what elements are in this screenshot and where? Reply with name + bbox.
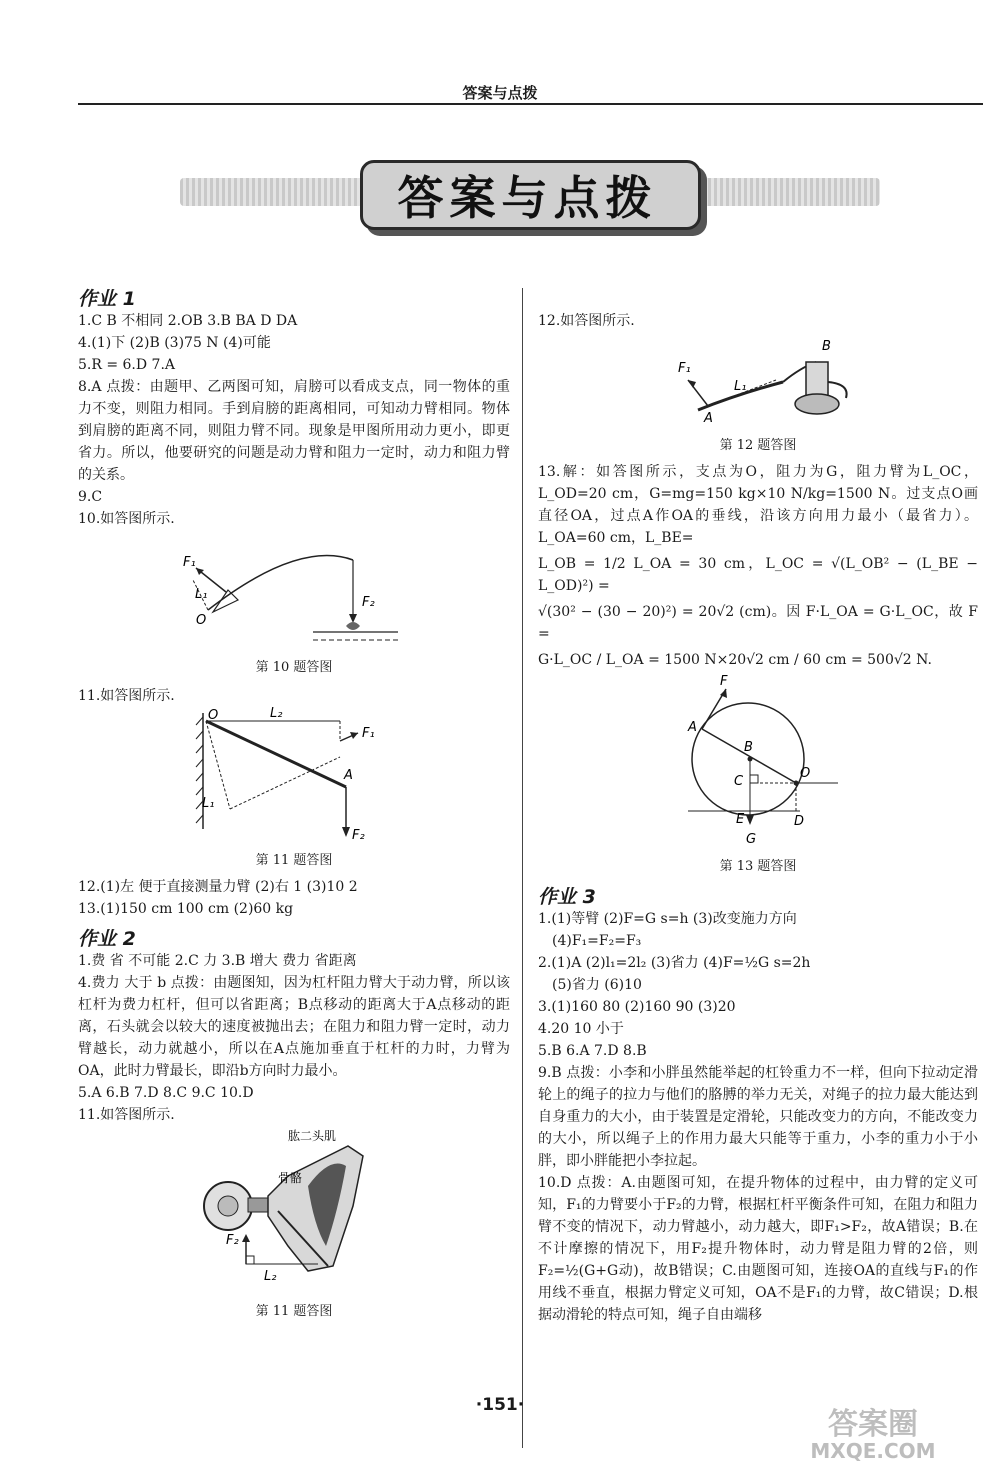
answer-line: 13.(1)150 cm 100 cm (2)60 kg xyxy=(78,901,294,917)
label-D: D xyxy=(794,814,805,829)
header-rule xyxy=(78,103,983,105)
section-title-2: 作业 2 xyxy=(78,928,136,950)
label-B: B xyxy=(822,339,831,354)
watermark-logo xyxy=(758,1402,988,1464)
answer-line: 2.(1)A (2)l₁=2l₂ (3)省力 (4)F=½G s=2h xyxy=(538,955,811,971)
section-title-3: 作业 3 xyxy=(538,886,596,908)
watermark-line1: 答案圈 xyxy=(828,1407,918,1442)
label-F2: F₂ xyxy=(352,828,365,843)
figure-11-caption: 第 11 题答图 xyxy=(255,853,333,868)
label-A: A xyxy=(704,411,713,426)
answer-line: 4.(1)下 (2)B (3)75 N (4)可能 xyxy=(78,335,271,351)
label-L1: L₁ xyxy=(202,796,215,811)
label-O: O xyxy=(800,766,811,781)
answer-paragraph: 8.A 点拨：由题甲、乙两图可知，肩膀可以看成支点，同一物体的重力不变，则阻力相同。手到肩膀的距离相同，可知动力臂相同。物体到肩膀的距离不同，则阻力臂不同。现象是甲图所用动力更小，即更省力。所以，他要研究的问题是动力臂和阻力一定时，动力和阻力臂的关系。 xyxy=(78,379,510,483)
equation-line: L_OB = 1/2 L_OA = 30 cm，L_OC = √(L_OB² − (L_BE − L_OD)²) = xyxy=(538,556,978,594)
answer-paragraph: 9.B 点拨：小李和小胖虽然能举起的杠铃重力不一样，但向下拉动定滑轮上的绳子的拉力与他们的胳膊的举力无关，对绳子的拉力最大能达到自身重力的大小，由于装置是定滑轮，只能改变力的方向，不能改变力的大小，所以绳子上的作用力最大只能等于重力，小李的重力小于小胖，即小胖能把小李拉起。 xyxy=(538,1065,978,1169)
equation-line: √(30² − (30 − 20)²) = 20√2 (cm)。因 F·L_OA = G·L_OC，故 F = xyxy=(538,604,978,642)
label-O: O xyxy=(196,613,207,628)
label-L2: L₂ xyxy=(264,1269,277,1284)
running-header: 答案与点拨 xyxy=(462,84,538,102)
label-L2: L₂ xyxy=(270,707,283,721)
answer-line: 5.B 6.A 7.D 8.B xyxy=(538,1043,647,1059)
answer-line: 12.如答图所示. xyxy=(538,313,635,329)
answer-paragraph: 13.解：如答图所示，支点为O，阻力为G，阻力臂为L_OC，L_OD=20 cm，G=mg=150 kg×10 N/kg=1500 N。过支点O画直径OA，过点A作OA的垂线，沿该方向用力最小（最省力）。L_OA=60 cm，L_BE= xyxy=(538,464,978,546)
figure-11-diagram xyxy=(78,707,510,843)
answer-line: 12.(1)左 便于直接测量力臂 (2)右 1 (3)10 2 xyxy=(78,879,358,895)
label-A: A xyxy=(344,768,353,783)
label-O: O xyxy=(208,708,219,723)
equation-line: G·L_OC / L_OA = 1500 N×20√2 cm / 60 cm = 500√2 N. xyxy=(538,652,932,668)
label-F1: F₁ xyxy=(678,361,691,376)
answer-line: 1.费 省 不可能 2.C 力 3.B 增大 费力 省距离 xyxy=(78,953,357,969)
label-F: F xyxy=(720,674,728,689)
label-A: A xyxy=(688,720,697,735)
label-bone: 骨骼 xyxy=(278,1171,303,1185)
label-F1: F₁ xyxy=(183,555,196,570)
label-G: G xyxy=(746,832,757,847)
figure-10-caption: 第 10 题答图 xyxy=(255,660,333,675)
figure-10-diagram xyxy=(78,530,510,650)
section-title-1: 作业 1 xyxy=(78,288,136,310)
answer-line: 10.如答图所示. xyxy=(78,511,175,527)
figure-11-arm-caption: 第 11 题答图 xyxy=(255,1304,333,1319)
answer-line: 1.(1)等臂 (2)F=G s=h (3)改变施力方向 xyxy=(538,911,797,927)
column-divider xyxy=(522,288,523,1448)
watermark-line2: MXQE.COM xyxy=(810,1439,936,1463)
answer-line: 5.A 6.B 7.D 8.C 9.C 10.D xyxy=(78,1085,254,1101)
figure-12-caption: 第 12 题答图 xyxy=(719,438,797,453)
answer-paragraph: 10.D 点拨：A.由题图可知，在提升物体的过程中，由力臂的定义可知，F₁的力臂要小于F₂的力臂，根据杠杆平衡条件可知，在阻力和阻力臂不变的情况下，动力臂越小，动力越大，即F₁>F₂，故A错误；B.在不计摩擦的情况下，用F₂提升物体时，动力臂是阻力臂的2倍，则F₂=½(G+G动)，故B错误；C.由题图可知，连接OA的直线与F₁的作用线不垂直，根据力臂定义可知，OA不是F₁的力臂，故C错误；D.根据动滑轮的特点可知，绳子自由端移 xyxy=(538,1175,978,1323)
label-F2: F₂ xyxy=(362,595,375,610)
label-L1: L₁ xyxy=(734,379,747,394)
answer-paragraph: 4.费力 大于 b 点拨：由题图知，因为杠杆阻力臂大于动力臂，所以该杠杆为费力杠杆，但可以省距离；B点移动的距离大于A点移动的距离，石头就会以较大的速度被抛出去；在阻力和阻力臂一定时，动力臂越长，动力就越小，所以在A点施加垂直于杠杆的力时，力臂为OA，此时力臂最长，即沿b方向时力最小。 xyxy=(78,975,510,1079)
answer-line: 4.20 10 小于 xyxy=(538,1021,624,1037)
left-column xyxy=(78,288,510,1323)
answer-line: 9.C xyxy=(78,489,103,505)
answer-line: 5.R = 6.D 7.A xyxy=(78,357,176,373)
answer-line: 1.C B 不相同 2.OB 3.B BA D DA xyxy=(78,313,298,329)
banner-title: 答案与点拨 xyxy=(397,171,658,225)
figure-13-caption: 第 13 题答图 xyxy=(719,859,797,874)
answer-line: 3.(1)160 80 (2)160 90 (3)20 xyxy=(538,999,736,1015)
answer-line: 11.如答图所示. xyxy=(78,688,175,704)
figure-13-diagram xyxy=(538,671,978,849)
label-L1: L₁ xyxy=(195,587,208,602)
answer-line: 11.如答图所示. xyxy=(78,1107,175,1123)
label-biceps: 肱二头肌 xyxy=(288,1129,337,1143)
right-column xyxy=(538,310,978,1326)
answer-line: (4)F₁=F₂=F₃ xyxy=(552,933,642,949)
figure-12-diagram xyxy=(538,332,978,428)
label-F2: F₂ xyxy=(226,1233,239,1248)
answer-line: (5)省力 (6)10 xyxy=(552,977,642,993)
label-C: C xyxy=(734,774,744,789)
figure-11-arm-diagram xyxy=(78,1126,510,1294)
label-E: E xyxy=(736,812,745,827)
label-F1: F₁ xyxy=(362,726,375,741)
label-B: B xyxy=(744,740,753,755)
page-number: ·151· xyxy=(475,1395,525,1415)
